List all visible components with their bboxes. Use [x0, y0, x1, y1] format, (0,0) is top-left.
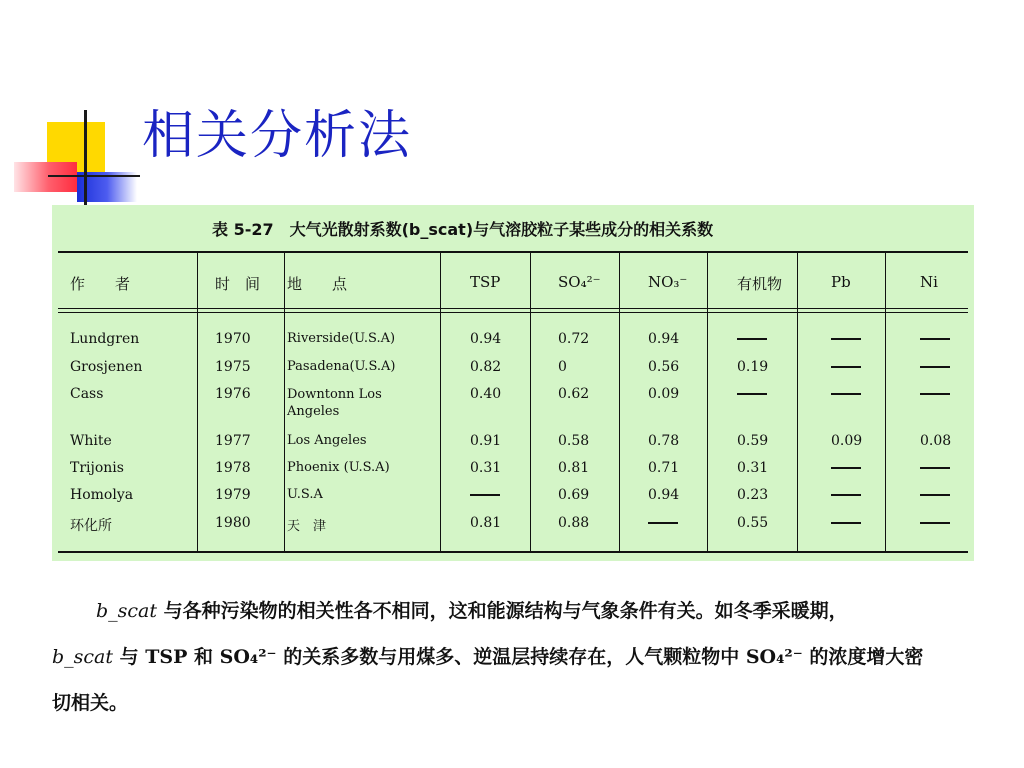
table-cell: Trijonis — [70, 460, 124, 476]
column-divider — [885, 253, 886, 551]
table-cell: 1970 — [215, 331, 251, 347]
table-cell: 0.82 — [470, 359, 502, 375]
table-top-rule — [58, 251, 968, 253]
table-cell: 0.81 — [470, 515, 502, 531]
table-cell-empty — [831, 487, 861, 503]
table-cell-empty — [737, 331, 767, 347]
table-cell: 0.69 — [558, 487, 590, 503]
table-cell: Grosjenen — [70, 359, 143, 375]
column-divider — [707, 253, 708, 551]
correlation-table — [52, 205, 974, 561]
table-cell: 0.08 — [920, 433, 952, 449]
table-cell: 0.71 — [648, 460, 680, 476]
table-cell-empty — [920, 487, 950, 503]
table-cell: 1980 — [215, 515, 251, 531]
paragraph-line-3: 切相关。 — [52, 692, 129, 714]
table-cell: 0.58 — [558, 433, 590, 449]
table-cell: 0.94 — [470, 331, 502, 347]
table-cell: 0.55 — [737, 515, 769, 531]
table-header-cell: 地 点 — [287, 275, 348, 293]
table-cell: 0.72 — [558, 331, 590, 347]
table-cell: U.S.A — [287, 487, 323, 502]
table-cell-empty — [920, 386, 950, 402]
table-cell: Los Angeles — [287, 433, 367, 448]
table-cell: 0.94 — [648, 331, 680, 347]
table-cell-empty — [470, 487, 500, 503]
bscat-symbol: b_scat — [52, 646, 114, 668]
table-header-rule-2 — [58, 312, 968, 313]
ornament-horizontal-line — [48, 175, 140, 177]
table-cell: 0.59 — [737, 433, 769, 449]
table-cell: 1975 — [215, 359, 251, 375]
table-cell-empty — [920, 331, 950, 347]
column-divider — [197, 253, 198, 551]
table-cell: 0.88 — [558, 515, 590, 531]
table-cell: 0 — [558, 359, 567, 375]
table-cell: Cass — [70, 386, 104, 402]
table-header-cell: 作 者 — [70, 275, 131, 293]
table-cell: 0.09 — [831, 433, 863, 449]
table-cell-empty — [920, 515, 950, 531]
table-cell: 0.23 — [737, 487, 769, 503]
slide-title: 相关分析法 — [142, 106, 413, 166]
table-cell-empty — [920, 460, 950, 476]
column-divider — [284, 253, 285, 551]
table-cell-empty — [831, 331, 861, 347]
table-header-cell: SO₄²⁻ — [558, 273, 601, 291]
table-cell: 0.56 — [648, 359, 680, 375]
table-header-cell: TSP — [470, 273, 501, 291]
bscat-symbol: b_scat — [96, 600, 158, 622]
table-cell: 0.31 — [737, 460, 769, 476]
column-divider — [530, 253, 531, 551]
table-header-rule — [58, 308, 968, 309]
column-divider — [797, 253, 798, 551]
table-cell: 1978 — [215, 460, 251, 476]
table-cell: 0.19 — [737, 359, 769, 375]
ornament-red-bar — [14, 162, 77, 192]
table-cell: Homolya — [70, 487, 134, 503]
table-cell-empty — [831, 359, 861, 375]
table-header-cell: 时 间 — [215, 275, 261, 293]
table-cell: 0.78 — [648, 433, 680, 449]
table-cell: 0.62 — [558, 386, 590, 402]
table-header-cell: Pb — [831, 273, 851, 291]
table-cell: 0.40 — [470, 386, 502, 402]
table-caption: 表 5-27 大气光散射系数(b_scat)与气溶胶粒子某些成分的相关系数 — [212, 220, 714, 239]
table-header-cell: 有机物 — [737, 275, 783, 293]
table-bottom-rule — [58, 551, 968, 553]
column-divider — [619, 253, 620, 551]
table-header-cell: NO₃⁻ — [648, 273, 688, 291]
table-cell: 1976 — [215, 386, 251, 402]
table-cell: Downtonn Los Angeles — [287, 387, 382, 419]
table-cell: Lundgren — [70, 331, 140, 347]
paragraph-line-1: 与各种污染物的相关性各不相同，这和能源结构与气象条件有关。如冬季采暖期， — [157, 600, 848, 622]
table-cell: 0.81 — [558, 460, 590, 476]
ornament-vertical-line — [84, 110, 87, 206]
body-paragraph — [52, 588, 987, 726]
table-cell: Riverside(U.S.A) — [287, 331, 396, 346]
table-cell: Pasadena(U.S.A) — [287, 359, 396, 374]
table-cell: 1979 — [215, 487, 251, 503]
table-cell: 0.31 — [470, 460, 502, 476]
table-header-cell: Ni — [920, 273, 938, 291]
table-cell-empty — [920, 359, 950, 375]
table-cell: 天 津 — [287, 519, 327, 534]
table-cell-empty — [831, 386, 861, 402]
paragraph-line-2: 与 TSP 和 SO₄²⁻ 的关系多数与用煤多、逆温层持续存在，人气颗粒物中 SO₄²⁻ 的浓度增大密 — [113, 646, 924, 668]
table-cell: 1977 — [215, 433, 251, 449]
table-cell: 0.09 — [648, 386, 680, 402]
column-divider — [440, 253, 441, 551]
table-cell: 0.94 — [648, 487, 680, 503]
table-cell-empty — [831, 460, 861, 476]
table-cell-empty — [737, 386, 767, 402]
table-cell: 0.91 — [470, 433, 502, 449]
table-cell-empty — [648, 515, 678, 531]
table-cell: Phoenix (U.S.A) — [287, 460, 390, 475]
table-cell-empty — [831, 515, 861, 531]
table-cell: White — [70, 433, 112, 449]
table-cell: 环化所 — [70, 518, 112, 534]
